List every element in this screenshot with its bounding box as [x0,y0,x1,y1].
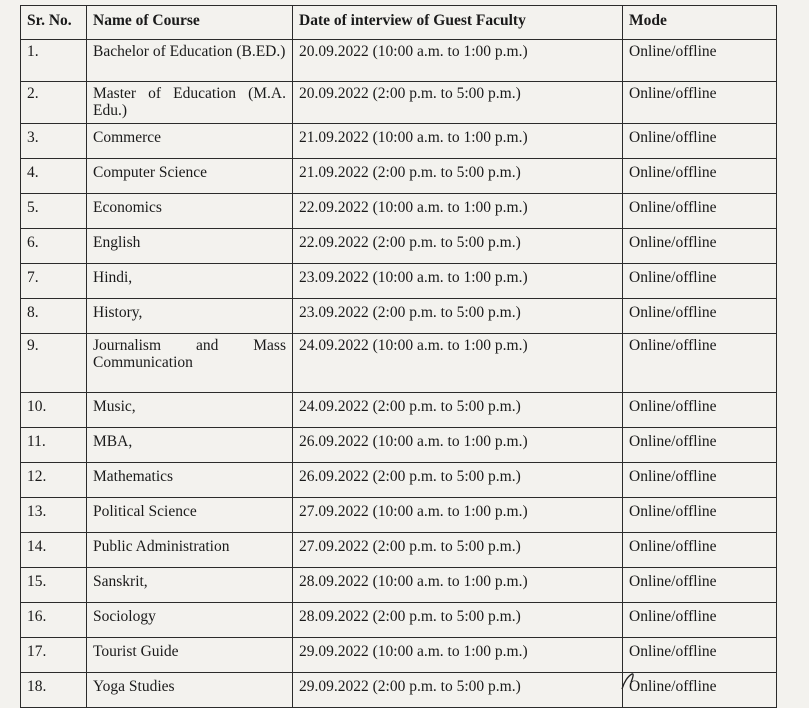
cell-sr-no: 1. [21,40,87,82]
table-row [21,568,777,603]
cell-course: Economics [87,194,293,229]
cell-course: Bachelor of Education (B.ED.) [87,40,293,82]
table-header-row [21,6,777,40]
table-row [21,463,777,498]
table-row [21,40,777,82]
cell-course: MBA, [87,428,293,463]
cell-date: 22.09.2022 (2:00 p.m. to 5:00 p.m.) [293,229,623,264]
cell-mode: Online/offline [623,393,777,428]
cell-date: 27.09.2022 (10:00 a.m. to 1:00 p.m.) [293,498,623,533]
cell-mode: Online/offline [623,568,777,603]
header-sr-no: Sr. No. [21,6,87,40]
interview-schedule-table [20,5,777,708]
table-row [21,603,777,638]
cell-date: 23.09.2022 (10:00 a.m. to 1:00 p.m.) [293,264,623,299]
cell-mode: Online/offline [623,428,777,463]
cell-sr-no: 15. [21,568,87,603]
cell-mode: Online/offline [623,299,777,334]
cell-sr-no: 18. [21,673,87,708]
cell-date: 23.09.2022 (2:00 p.m. to 5:00 p.m.) [293,299,623,334]
cell-sr-no: 9. [21,334,87,393]
cell-course: Sanskrit, [87,568,293,603]
cell-mode: Online/offline [623,159,777,194]
cell-mode: Online/offline [623,194,777,229]
signature-mark [618,672,644,689]
cell-date: 20.09.2022 (10:00 a.m. to 1:00 p.m.) [293,40,623,82]
cell-sr-no: 3. [21,124,87,159]
table-row [21,82,777,124]
cell-course: History, [87,299,293,334]
cell-course: Computer Science [87,159,293,194]
table-row [21,334,777,393]
table-body [21,40,777,708]
cell-sr-no: 16. [21,603,87,638]
cell-mode: Online/offline [623,638,777,673]
cell-course: English [87,229,293,264]
cell-sr-no: 4. [21,159,87,194]
cell-course: Commerce [87,124,293,159]
table-row [21,428,777,463]
cell-sr-no: 14. [21,533,87,568]
cell-course: Master of Education (M.A. Edu.) [87,82,293,124]
cell-sr-no: 2. [21,82,87,124]
cell-mode: Online/offline [623,533,777,568]
cell-course: Journalism and Mass Communication [87,334,293,393]
table-row [21,194,777,229]
cell-date: 20.09.2022 (2:00 p.m. to 5:00 p.m.) [293,82,623,124]
table-row [21,533,777,568]
cell-course: Tourist Guide [87,638,293,673]
cell-date: 29.09.2022 (2:00 p.m. to 5:00 p.m.) [293,673,623,708]
table-row [21,498,777,533]
cell-date: 24.09.2022 (10:00 a.m. to 1:00 p.m.) [293,334,623,393]
cell-sr-no: 17. [21,638,87,673]
cell-sr-no: 13. [21,498,87,533]
cell-mode: Online/offline [623,229,777,264]
cell-course: Public Administration [87,533,293,568]
table-row [21,229,777,264]
cell-mode: Online/offline [623,264,777,299]
table-row [21,393,777,428]
table-row [21,159,777,194]
cell-date: 21.09.2022 (10:00 a.m. to 1:00 p.m.) [293,124,623,159]
cell-sr-no: 12. [21,463,87,498]
cell-course: Sociology [87,603,293,638]
cell-course: Music, [87,393,293,428]
cell-sr-no: 8. [21,299,87,334]
table-row [21,264,777,299]
cell-mode: Online/offline [623,498,777,533]
cell-sr-no: 7. [21,264,87,299]
cell-date: 22.09.2022 (10:00 a.m. to 1:00 p.m.) [293,194,623,229]
cell-sr-no: 6. [21,229,87,264]
cell-mode: Online/offline [623,463,777,498]
cell-course: Hindi, [87,264,293,299]
cell-mode: Online/offline [623,673,777,708]
cell-mode: Online/offline [623,124,777,159]
table-row [21,299,777,334]
cell-date: 28.09.2022 (10:00 a.m. to 1:00 p.m.) [293,568,623,603]
cell-sr-no: 10. [21,393,87,428]
table-row [21,673,777,708]
table-row [21,638,777,673]
cell-sr-no: 11. [21,428,87,463]
header-date: Date of interview of Guest Faculty [293,6,623,40]
cell-mode: Online/offline [623,40,777,82]
cell-date: 28.09.2022 (2:00 p.m. to 5:00 p.m.) [293,603,623,638]
cell-course: Political Science [87,498,293,533]
cell-date: 29.09.2022 (10:00 a.m. to 1:00 p.m.) [293,638,623,673]
cell-date: 27.09.2022 (2:00 p.m. to 5:00 p.m.) [293,533,623,568]
cell-course: Yoga Studies [87,673,293,708]
cell-mode: Online/offline [623,82,777,124]
cell-course: Mathematics [87,463,293,498]
cell-date: 24.09.2022 (2:00 p.m. to 5:00 p.m.) [293,393,623,428]
cell-mode: Online/offline [623,603,777,638]
cell-date: 26.09.2022 (10:00 a.m. to 1:00 p.m.) [293,428,623,463]
cell-mode: Online/offline [623,334,777,393]
header-course: Name of Course [87,6,293,40]
table-row [21,124,777,159]
cell-date: 26.09.2022 (2:00 p.m. to 5:00 p.m.) [293,463,623,498]
cell-sr-no: 5. [21,194,87,229]
cell-date: 21.09.2022 (2:00 p.m. to 5:00 p.m.) [293,159,623,194]
header-mode: Mode [623,6,777,40]
